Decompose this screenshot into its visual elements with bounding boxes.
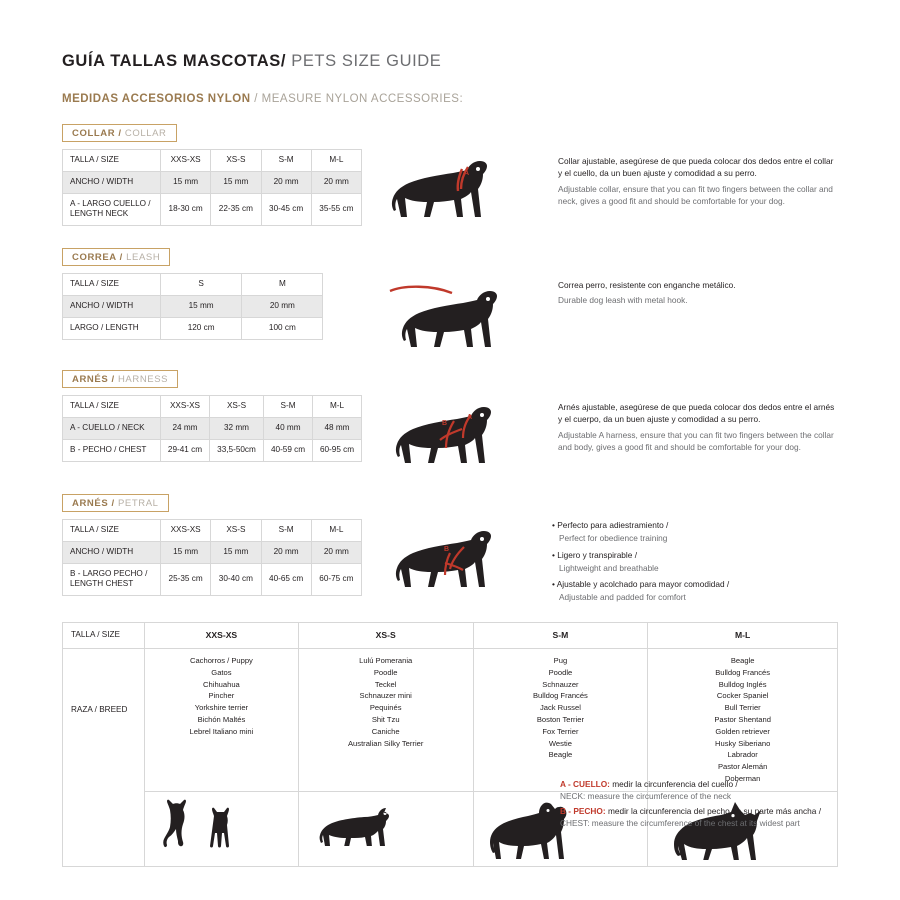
breed-name: Husky Siberiano — [715, 738, 771, 748]
cell: M-L — [311, 520, 361, 542]
page-subtitle — [62, 93, 838, 105]
cell: S — [161, 274, 242, 296]
cell: 120 cm — [161, 318, 242, 340]
section-petral — [62, 493, 838, 608]
legend-neck-en: NECK: measure the circumference of the neck — [560, 790, 732, 801]
section-tag-leash-en: LEASH — [122, 252, 161, 263]
breed-name: Boston Terrier — [536, 714, 584, 724]
leash-table — [62, 273, 362, 340]
breed-name: Jack Russel — [539, 703, 581, 713]
breed-name: Australian Silky Terrier — [347, 738, 424, 748]
dog-collar-illustration — [362, 149, 552, 233]
legend-chest-en: CHEST: measure the circumference of the chest at its widest part — [560, 817, 800, 828]
row-label: ANCHO / WIDTH — [63, 296, 161, 318]
breed-header-size: TALLA / SIZE — [63, 623, 145, 649]
leash-description — [552, 273, 838, 307]
cell: 33,5-50cm — [209, 440, 263, 462]
row-label: TALLA / SIZE — [63, 520, 161, 542]
section-tag-harness-es: ARNÉS / — [72, 374, 115, 385]
row-label: A - CUELLO / NECK — [63, 418, 161, 440]
table-row — [63, 542, 362, 564]
breed-name: Bichón Maltés — [197, 714, 246, 724]
petral-table — [62, 519, 362, 596]
cell: XXS-XS — [161, 150, 211, 172]
cell: 15 mm — [161, 296, 242, 318]
section-tag-petral — [62, 494, 169, 512]
harness-description — [552, 395, 838, 454]
collar-table — [62, 149, 362, 226]
cell: 18-30 cm — [161, 194, 211, 226]
svg-text:A: A — [464, 170, 470, 177]
cell-empty — [343, 274, 361, 296]
cell: 15 mm — [211, 172, 261, 194]
cell: 20 mm — [242, 296, 323, 318]
table-row — [63, 150, 362, 172]
collar-description — [552, 149, 838, 208]
breed-name: Bulldog Francés — [532, 691, 588, 701]
page-subtitle-en: / MEASURE NYLON ACCESSORIES: — [250, 93, 464, 105]
breed-name: Fox Terrier — [542, 726, 579, 736]
cell: 15 mm — [161, 172, 211, 194]
breed-name: Lebrel Italiano mini — [189, 726, 254, 736]
breed-name: Lulú Pomerania — [359, 656, 413, 666]
svg-text:B: B — [444, 546, 450, 553]
measurement-legend — [560, 778, 860, 832]
cell-empty — [323, 296, 343, 318]
legend-chest-es: medir la circunferencia del pecho en su parte más ancha / — [605, 805, 822, 816]
legend-chest-key: B - PECHO: — [560, 805, 606, 816]
cell: M-L — [311, 150, 361, 172]
section-tag-leash-es: CORREA / — [72, 252, 123, 263]
table-row — [63, 418, 362, 440]
breed-name: Pincher — [208, 691, 235, 701]
table-row — [63, 318, 362, 340]
breed-header-xs-s: XS-S — [298, 623, 473, 649]
row-label: TALLA / SIZE — [63, 274, 161, 296]
cell: XXS-XS — [161, 396, 210, 418]
cell: 15 mm — [211, 542, 261, 564]
breed-name: Bulldog Inglés — [718, 679, 767, 689]
legend-chest — [560, 805, 860, 829]
breed-name: Gatos — [211, 667, 232, 677]
cell: 30-45 cm — [261, 194, 311, 226]
breed-name: Caniche — [371, 726, 400, 736]
table-row — [63, 396, 362, 418]
breed-name: Yorkshire terrier — [194, 703, 249, 713]
breed-name: Cachorros / Puppy — [189, 656, 253, 666]
section-harness — [62, 369, 838, 479]
section-collar — [62, 123, 838, 233]
section-tag-collar-en: COLLAR — [121, 128, 167, 139]
cell: 20 mm — [261, 172, 311, 194]
breed-row-label: RAZA / BREED — [63, 649, 145, 866]
petral-benefits — [552, 519, 729, 608]
row-label: TALLA / SIZE — [63, 396, 161, 418]
section-tag-collar — [62, 124, 177, 142]
breed-name: Bulldog Francés — [715, 667, 771, 677]
breed-header-m-l: M-L — [648, 623, 838, 649]
svg-text:A: A — [467, 414, 473, 421]
breed-name: Poodle — [548, 667, 573, 677]
table-row — [63, 194, 362, 226]
dog-petral-illustration — [362, 519, 552, 603]
row-label: A - LARGO CUELLO / LENGTH NECK — [63, 194, 161, 226]
row-label: ANCHO / WIDTH — [63, 542, 161, 564]
benefit-en: Lightweight and breathable — [559, 562, 659, 573]
cell: 22-35 cm — [211, 194, 261, 226]
table-row — [63, 296, 362, 318]
list-item — [552, 519, 729, 545]
cell: 40 mm — [264, 418, 313, 440]
cell: XS-S — [209, 396, 263, 418]
cell: 100 cm — [242, 318, 323, 340]
breed-name: Labrador — [727, 750, 758, 760]
section-leash — [62, 247, 838, 355]
section-tag-petral-es: ARNÉS / — [72, 498, 115, 509]
leash-description-es: Correa perro, resistente con enganche metálico. — [558, 280, 736, 290]
breed-name: Beagle — [548, 750, 573, 760]
breed-header-s-m: S-M — [473, 623, 648, 649]
cell: XXS-XS — [161, 520, 211, 542]
breed-name: Chihuahua — [203, 679, 240, 689]
table-row — [63, 172, 362, 194]
breed-cell-s-m — [473, 649, 648, 791]
page-title-es: GUÍA TALLAS MASCOTAS/ — [62, 52, 287, 70]
leash-description-en: Durable dog leash with metal hook. — [558, 295, 688, 306]
benefit-es: • Perfecto para adiestramiento / — [552, 520, 669, 530]
breed-cell-xxs-xs — [145, 649, 299, 791]
benefit-es: • Ajustable y acolchado para mayor comodidad / — [552, 579, 730, 590]
list-item — [552, 578, 729, 604]
collar-description-es: Collar ajustable, asegúrese de que pueda colocar dos dedos entre el collar y el cuello, da un buen ajuste y comodidad a su perro. — [558, 156, 834, 179]
dog-harness-illustration — [362, 395, 552, 479]
page-title — [62, 52, 838, 71]
table-row — [63, 274, 362, 296]
breed-name: Pequinés — [369, 703, 402, 713]
row-label: ANCHO / WIDTH — [63, 172, 161, 194]
harness-table — [62, 395, 362, 462]
table-row — [63, 649, 838, 791]
table-row — [63, 440, 362, 462]
breed-name: Schnauzer — [542, 679, 579, 689]
breed-header-xxs-xs: XXS-XS — [145, 623, 299, 649]
cell: M-L — [313, 396, 362, 418]
cell: 35-55 cm — [311, 194, 361, 226]
table-row — [63, 520, 362, 542]
breed-name: Schnauzer mini — [359, 691, 412, 701]
breed-name: Cocker Spaniel — [716, 691, 769, 701]
row-label: B - PECHO / CHEST — [63, 440, 161, 462]
benefit-es: • Ligero y transpirable / — [552, 549, 637, 560]
breed-cell-xs-s — [298, 649, 473, 791]
page-subtitle-es: MEDIDAS ACCESORIOS NYLON — [62, 93, 251, 105]
collar-description-en: Adjustable collar, ensure that you can fit two fingers between the collar and neck, gives a good fit and should be comfortable for your dog. — [558, 183, 833, 207]
breed-cell-m-l — [648, 649, 838, 791]
silhouette-xs-s — [298, 791, 473, 866]
harness-description-es: Arnés ajustable, asegúrese de que pueda colocar dos dedos entre el arnés y el cuerpo, da un buen ajuste y comodidad a su perro. — [558, 402, 835, 425]
cell: 40-65 cm — [261, 564, 311, 596]
cell: 20 mm — [261, 542, 311, 564]
cell: 60-75 cm — [311, 564, 361, 596]
cell-empty — [323, 318, 343, 340]
legend-neck — [560, 778, 860, 802]
cell: 40-59 cm — [264, 440, 313, 462]
cell: M — [242, 274, 323, 296]
benefit-en: Adjustable and padded for comfort — [559, 592, 686, 603]
breed-name: Poodle — [373, 667, 398, 677]
page-title-en: PETS SIZE GUIDE — [286, 52, 442, 70]
svg-text:B: B — [442, 420, 448, 427]
section-tag-leash — [62, 248, 170, 266]
table-row — [63, 623, 838, 649]
harness-description-en: Adjustable A harness, ensure that you can fit two fingers between the collar and body, gives a good fit and should be comfortable for your dog. — [558, 429, 834, 453]
cell: 60-95 cm — [313, 440, 362, 462]
cell: XS-S — [211, 520, 261, 542]
section-tag-petral-en: PETRAL — [114, 498, 159, 509]
row-label: TALLA / SIZE — [63, 150, 161, 172]
silhouette-xxs-xs — [145, 791, 299, 866]
breed-name: Pastor Alemán — [717, 762, 768, 772]
cell-empty — [323, 274, 343, 296]
breed-name: Doberman — [724, 773, 761, 783]
dog-leash-illustration — [362, 273, 552, 355]
cell: 48 mm — [313, 418, 362, 440]
cell: S-M — [261, 520, 311, 542]
cell: 20 mm — [311, 172, 361, 194]
cell-empty — [343, 296, 361, 318]
section-tag-harness-en: HARNESS — [114, 374, 169, 385]
table-row — [63, 564, 362, 596]
cell: S-M — [264, 396, 313, 418]
row-label: B - LARGO PECHO / LENGTH CHEST — [63, 564, 161, 596]
breed-name: Pastor Shentand — [714, 714, 771, 724]
legend-neck-es: medir la circunferencia del cuello / — [609, 778, 738, 789]
breed-name: Beagle — [730, 656, 755, 666]
cell: 24 mm — [161, 418, 210, 440]
breed-name: Teckel — [374, 679, 397, 689]
section-tag-harness — [62, 370, 178, 388]
cell: 30-40 cm — [211, 564, 261, 596]
breed-name: Bull Terrier — [724, 703, 761, 713]
list-item — [552, 549, 729, 575]
cell-empty — [343, 318, 361, 340]
section-tag-collar-es: COLLAR / — [72, 128, 122, 139]
row-label: LARGO / LENGTH — [63, 318, 161, 340]
breed-name: Westie — [548, 738, 572, 748]
cell: XS-S — [211, 150, 261, 172]
cell: 29-41 cm — [161, 440, 210, 462]
cell: S-M — [261, 150, 311, 172]
legend-neck-key: A - CUELLO: — [560, 778, 610, 789]
cell: 25-35 cm — [161, 564, 211, 596]
cell: 15 mm — [161, 542, 211, 564]
breed-name: Pug — [553, 656, 568, 666]
breed-name: Golden retriever — [715, 726, 770, 736]
cell: 32 mm — [209, 418, 263, 440]
benefit-en: Perfect for obedience training — [559, 532, 668, 543]
cell: 20 mm — [311, 542, 361, 564]
breed-name: Shit Tzu — [371, 714, 400, 724]
